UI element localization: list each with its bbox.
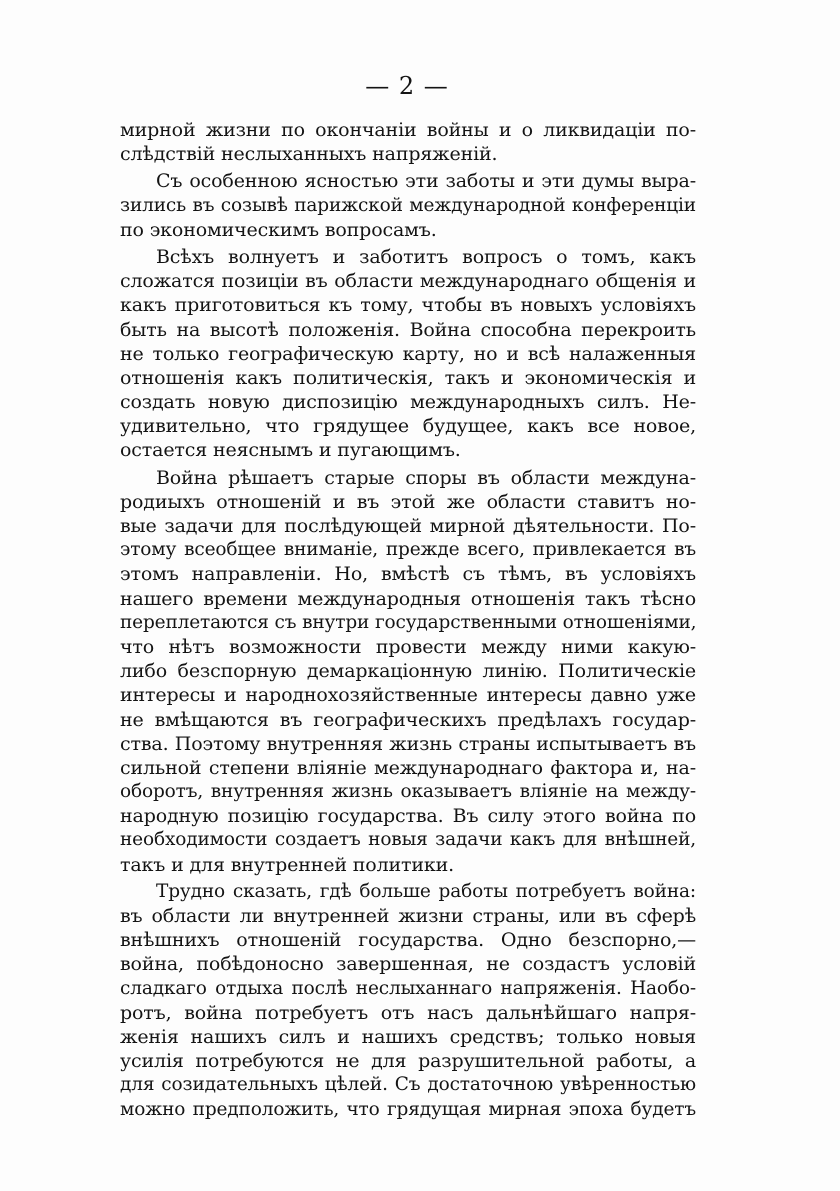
text-line: не вмѣщаются въ географическихъ предѣлахъ государ- [120,708,696,731]
text-line: оборотъ, внутренняя жизнь оказываетъ вліяніе на между- [120,781,696,803]
text-line: создать новую диспозицію международныхъ силъ. Не- [120,391,696,414]
text-line: внѣшнихъ отношеній государства. Одно безспорно,— [120,929,696,952]
text-line: ства. Поэтому внутренняя жизнь страны испытываетъ въ [120,732,696,755]
text-line: женія нашихъ силъ и нашихъ средствъ; только новыя [120,1025,696,1048]
text-line: народную позицію государства. Въ силу этого война по [120,805,696,828]
body-text [120,118,696,1122]
text-line: Война рѣшаетъ старые споры въ области междуна- [156,466,696,489]
text-line: Трудно сказать, гдѣ больше работы потребуетъ война: [156,880,696,902]
text-line: не только географическую карту, но и всѣ налаженныя [120,342,696,365]
text-line: интересы и народнохозяйственные интересы давно уже [120,684,696,707]
text-line: остается неяснымъ и пугающимъ. [120,439,461,462]
text-line: зились въ созывѣ парижской международной конференціи [120,194,696,216]
text-line: Всѣхъ волнуетъ и заботитъ вопросъ о томъ, какъ [156,245,696,268]
text-line: быть на высотѣ положенія. Война способна перекроить [120,318,696,341]
text-line: сильной степени вліяніе международнаго фактора и, на- [120,756,696,779]
text-line: удивительно, что грядущее будущее, какъ все новое, [120,415,696,438]
text-line: этомъ направленіи. Но, вмѣстѣ съ тѣмъ, въ условіяхъ [120,563,696,586]
text-line: ротъ, война потребуетъ отъ насъ дальнѣйшаго напря- [120,1001,696,1024]
text-line: необходимости создаетъ новыя задачи какъ для внѣшней, [120,829,696,851]
text-line: по экономическимъ вопросамъ. [120,218,437,241]
text-line: сложатся позиціи въ области международнаго общенія и [120,270,696,293]
text-line: сладкаго отдыха послѣ неслыханнаго напряженія. Наобо- [120,977,696,999]
text-line: что нѣтъ возможности провести между ними какую- [120,635,696,658]
text-line: родиыхъ отношеній и въ этой же области ставитъ но- [120,490,696,513]
text-line: мирной жизни по окончаніи войны и о ликвидаціи по- [120,119,696,141]
text-line: такъ и для внутренней политики. [120,853,455,876]
text-line: отношенія какъ политическія, такъ и экономическія и [120,366,696,389]
text-line: какъ приготовиться къ тому, чтобы въ новыхъ условіяхъ [120,294,696,317]
text-line: для созидательныхъ цѣлей. Съ достаточною увѣренностью [120,1074,696,1096]
text-line: усилія потребуются не для разрушительной работы, а [120,1050,696,1073]
text-line: въ области ли внутренней жизни страны, или въ сферѣ [120,905,696,927]
text-line: Съ особенною ясностью эти заботы и эти думы выра- [156,170,696,193]
page-number: — 2 — [365,72,449,100]
text-line: этому всеобщее вниманіе, прежде всего, привлекается въ [120,539,696,561]
text-line: переплетаются съ внутри государственными отношеніями, [120,611,697,633]
text-line: либо безспорную демаркаціонную линію. Политическіе [120,660,696,683]
text-line: нашего времени международныя отношенія такъ тѣсно [120,587,696,610]
text-line: можно предположить, что грядущая мирная эпоха будетъ [120,1098,696,1120]
text-line: вые задачи для послѣдующей мирной дѣятельности. По- [120,515,696,537]
text-line: война, побѣдоносно завершенная, не создастъ условій [120,953,696,976]
text-line: слѣдствій неслыханныхъ напряженій. [120,143,498,166]
